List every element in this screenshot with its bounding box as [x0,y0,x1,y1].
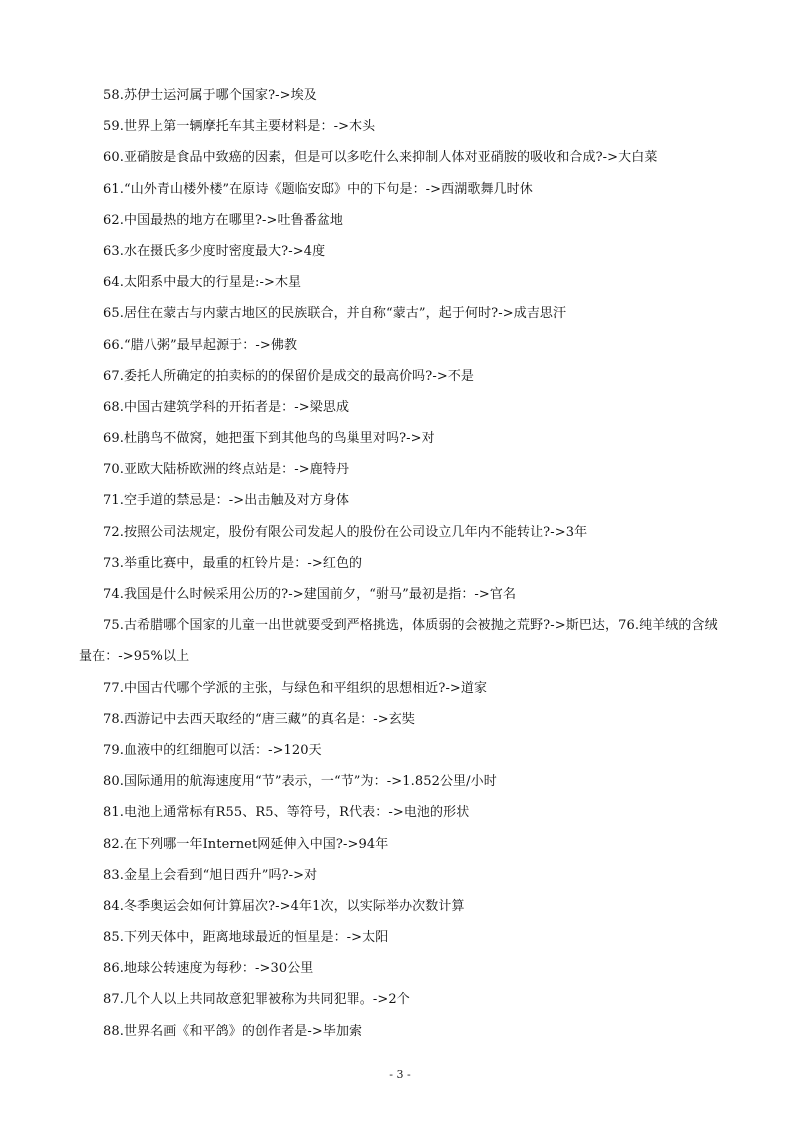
qa-item-line-2: 量在：->95%以上 [79,649,190,665]
qa-item: 82.在下列哪一年Internet网延伸入中国?->94年 [103,836,389,852]
qa-item: 86.地球公转速度为每秒：->30公里 [103,961,314,977]
qa-item: 67.委托人所确定的拍卖标的的保留价是成交的最高价吗?->不是 [103,368,475,384]
qa-item: 80.国际通用的航海速度用“节”表示，一“节”为：->1.852公里/小时 [103,774,497,790]
qa-item: 79.血液中的红细胞可以活：->120天 [103,742,322,758]
qa-item-line-1: 75.古希腊哪个国家的儿童一出世就要受到严格挑选，体质弱的会被抛之荒野?->斯巴达，76.纯羊绒的含绒 [103,618,718,634]
qa-item: 87.几个人以上共同故意犯罪被称为共同犯罪。->2个 [103,992,410,1008]
qa-item: 81.电池上通常标有R55、R5、等符号，R代表：->电池的形状 [103,805,470,821]
qa-item: 59.世界上第一辆摩托车其主要材料是：->木头 [103,119,376,135]
qa-item: 83.金星上会看到“旭日西升”吗?->对 [103,867,318,883]
qa-item-wrapped [79,610,733,672]
page-number: - 3 - [389,1068,411,1081]
qa-item: 58.苏伊士运河属于哪个国家?->埃及 [103,88,317,103]
qa-item: 68.中国古建筑学科的开拓者是：->梁思成 [103,399,350,415]
qa-item: 88.世界名画《和平鸽》的创作者是->毕加索 [103,1023,363,1039]
qa-item: 84.冬季奥运会如何计算届次?->4年1次，以实际举办次数计算 [103,898,465,914]
qa-item: 73.举重比赛中，最重的杠铃片是：->红色的 [103,555,363,571]
qa-item: 63.水在摄氏多少度时密度最大?->4度 [103,243,326,259]
qa-item: 78.西游记中去西天取经的“唐三藏”的真名是：->玄奘 [103,711,415,727]
qa-item: 60.亚硝胺是食品中致癌的因素，但是可以多吃什么来抑制人体对亚硝胺的吸收和合成?->大白菜 [103,150,658,166]
qa-item: 62.中国最热的地方在哪里?->吐鲁番盆地 [103,212,344,228]
qa-list [79,80,733,1047]
qa-item: 61.“山外青山楼外楼”在原诗《题临安邸》中的下句是：->西湖歌舞几时休 [103,181,533,197]
qa-item: 70.亚欧大陆桥欧洲的终点站是：->鹿特丹 [103,462,350,478]
qa-item: 71.空手道的禁忌是：->出击触及对方身体 [103,493,350,509]
qa-item: 77.中国古代哪个学派的主张，与绿色和平组织的思想相近?->道家 [103,680,488,696]
qa-item: 66.“腊八粥”最早起源于：->佛教 [103,337,298,353]
qa-item: 69.杜鹃鸟不做窝，她把蛋下到其他鸟的鸟巢里对吗?->对 [103,431,435,447]
qa-item: 74.我国是什么时候采用公历的?->建国前夕，“驸马”最初是指：->官名 [103,587,517,602]
qa-item: 85.下列天体中，距离地球最近的恒星是：->太阳 [103,930,389,946]
qa-item: 65.居住在蒙古与内蒙古地区的民族联合，并自称“蒙古”，起于何时?->成吉思汗 [103,306,567,322]
qa-item: 64.太阳系中最大的行星是:->木星 [103,275,302,291]
qa-item: 72.按照公司法规定，股份有限公司发起人的股份在公司设立几年内不能转让?->3年 [103,524,588,540]
